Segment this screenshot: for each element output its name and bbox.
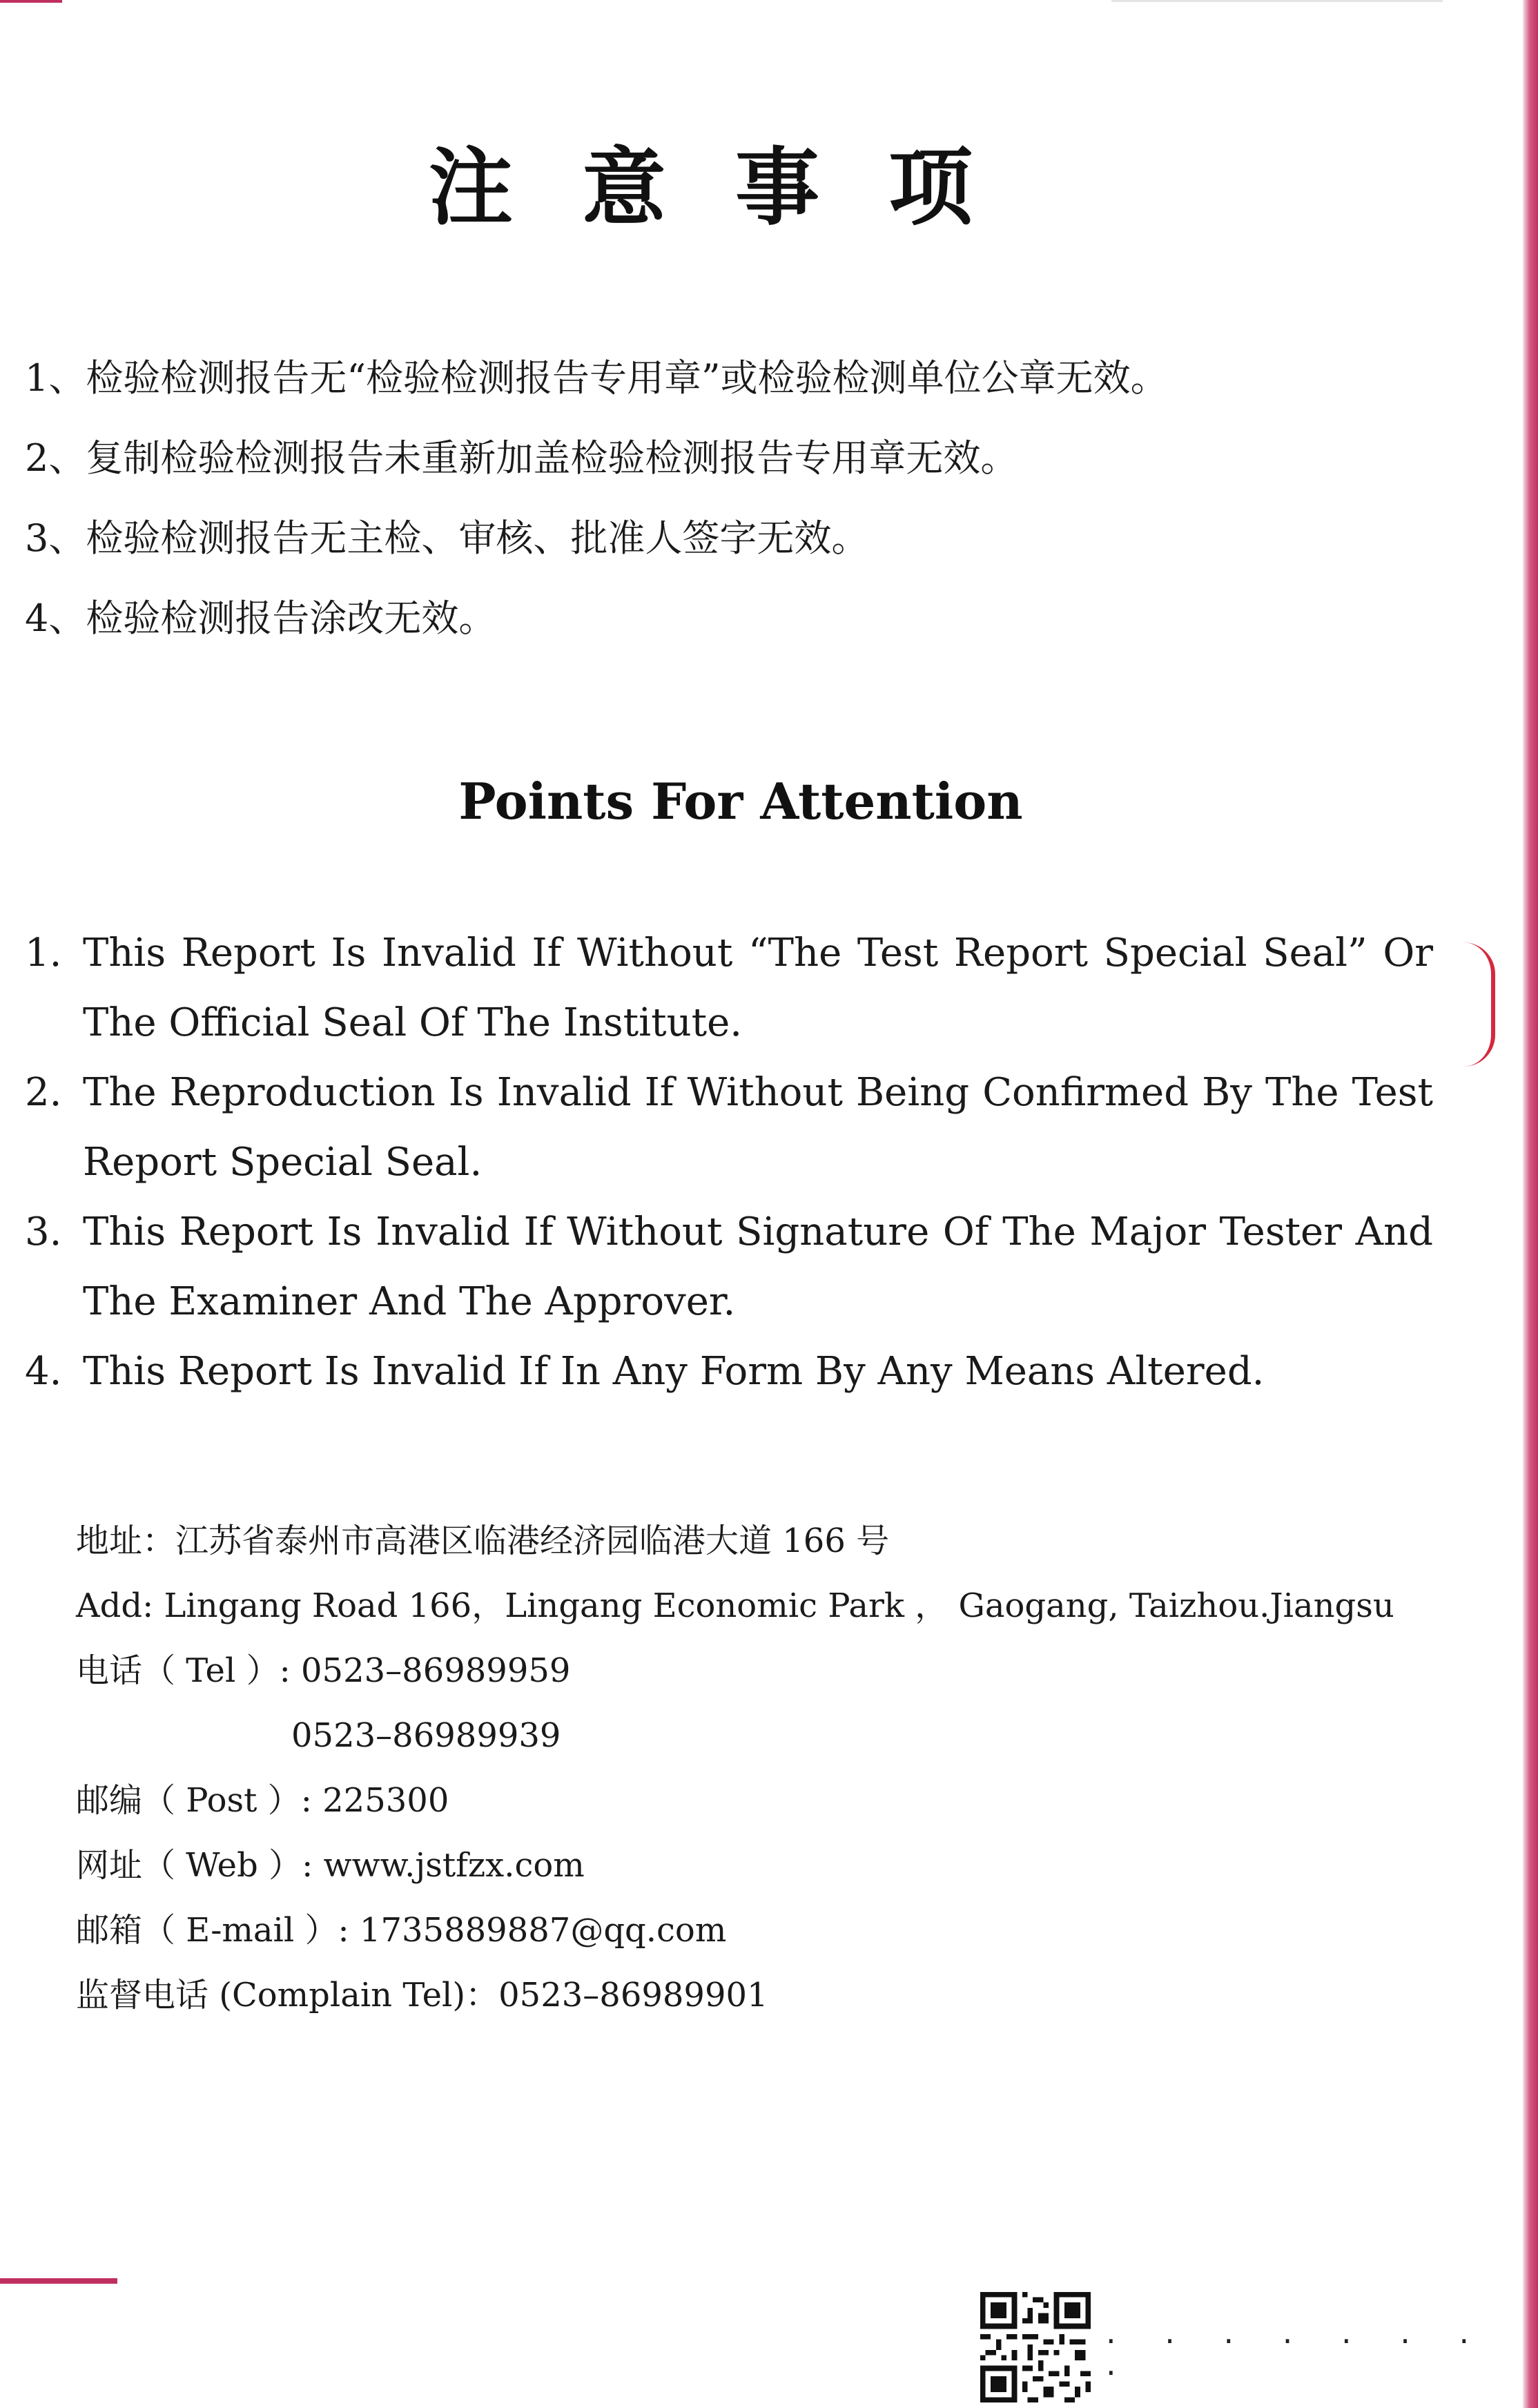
complain-telephone: 监督电话 (Complain Tel)：0523–86989901 (76, 1976, 768, 2014)
notes-list-cn (25, 338, 1447, 659)
list-number: 4. (25, 1349, 62, 1394)
list-text: This Report Is Invalid If Without “The Test Report Special Seal” Or The Official Seal Of The Institute. (83, 931, 1433, 1045)
page-title-en: Points For Attention (458, 772, 1023, 831)
page-edge-mark (0, 2278, 117, 2284)
list-item: 3、检验检测报告无主检、审核、批准人签字无效。 (25, 516, 869, 560)
qr-code-icon (980, 2292, 1091, 2402)
list-item: 1、检验检测报告无“检验检测报告专用章”或检验检测单位公章无效。 (25, 356, 1168, 400)
address-en: Add: Lingang Road 166，Lingang Economic Park ， Gaogang, Taizhou.Jiangsu (76, 1586, 1394, 1625)
list-item: 2、复制检验检测报告未重新加盖检验检测报告专用章无效。 (25, 436, 1018, 480)
list-item (25, 1337, 1433, 1406)
list-item: 4、检验检测报告涂改无效。 (25, 596, 496, 640)
list-item (25, 1058, 1433, 1197)
footer-dots: · · · · · · · · (1106, 2322, 1489, 2391)
list-text: This Report Is Invalid If In Any Form By Any Means Altered. (83, 1349, 1265, 1394)
website: 网址（ Web ）: www.jstfzx.com (76, 1846, 585, 1885)
page-binding-edge (1523, 0, 1538, 2408)
telephone-2: 0523–86989939 (291, 1716, 561, 1755)
seal-edge-mark (1463, 942, 1495, 1067)
page-title-cn: 注意事项 (429, 137, 1042, 237)
list-item (25, 1197, 1433, 1337)
list-number: 2. (25, 1070, 62, 1115)
email: 邮箱（ E-mail ）: 1735889887@qq.com (76, 1911, 727, 1950)
page-edge-mark (0, 0, 62, 3)
page-edge-shadow (1111, 0, 1443, 2)
contact-info (76, 1508, 1394, 2028)
list-number: 1. (25, 931, 62, 975)
notes-list-en (25, 918, 1433, 1406)
postcode: 邮编（ Post ）: 225300 (76, 1781, 449, 1820)
list-item (25, 918, 1433, 1058)
telephone-1: 电话（ Tel ）: 0523–86989959 (76, 1651, 571, 1690)
address-cn: 地址：江苏省泰州市高港区临港经济园临港大道 166 号 (76, 1522, 890, 1560)
list-text: This Report Is Invalid If Without Signature Of The Major Tester And The Examiner And The Approver. (83, 1210, 1433, 1324)
list-text: The Reproduction Is Invalid If Without Being Confirmed By The Test Report Special Seal. (83, 1070, 1433, 1185)
list-number: 3. (25, 1210, 62, 1254)
